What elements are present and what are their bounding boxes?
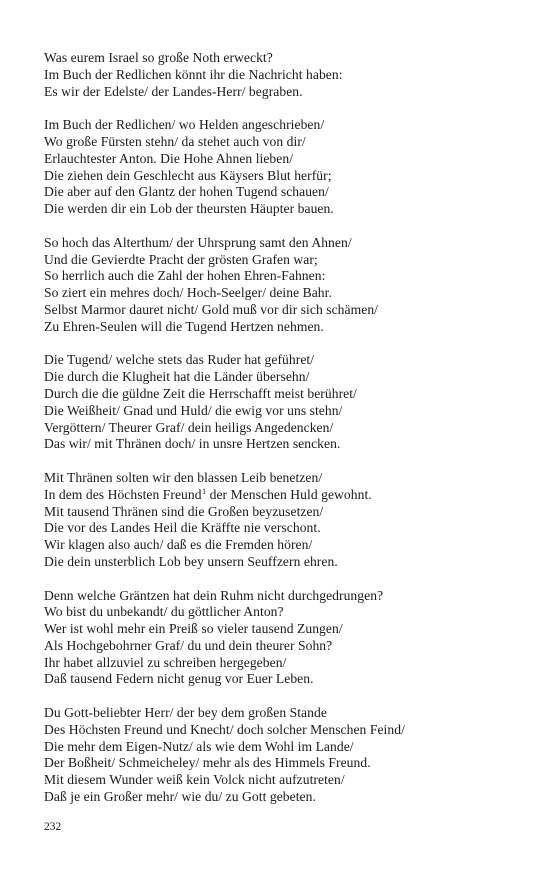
- verse-line: [44, 235, 514, 252]
- verse-line: [44, 319, 514, 336]
- verse-line: [44, 184, 514, 201]
- verse-text: Denn welche Gräntzen hat dein Ruhm nicht durchgedrungen?: [44, 587, 384, 603]
- verse-text: Die werden dir ein Lob der theursten Häupter bauen.: [44, 201, 334, 217]
- poem-body: [44, 50, 514, 823]
- verse-text: Die Tugend/ welche stets das Ruder hat geführet/: [44, 352, 315, 368]
- verse-line: [44, 588, 514, 605]
- verse-text: Wir klagen also auch/ daß es die Fremden hören/: [44, 537, 313, 553]
- verse-line: [44, 739, 514, 756]
- verse-line: [44, 520, 514, 537]
- verse-line: [44, 638, 514, 655]
- verse-line: [44, 252, 514, 269]
- verse-text: Und die Gevierdte Pracht der grösten Grafen war;: [44, 251, 318, 267]
- verse-text: In dem des Höchsten Freund: [44, 486, 202, 502]
- verse-text: Die vor des Landes Heil die Kräffte nie verschont.: [44, 520, 321, 536]
- verse-line: [44, 789, 514, 806]
- verse-line: [44, 470, 514, 487]
- verse-line: [44, 403, 514, 420]
- verse-text: Die ziehen dein Geschlecht aus Käysers Blut herfür;: [44, 167, 332, 183]
- verse-line: [44, 352, 514, 369]
- verse-line: [44, 655, 514, 672]
- verse-text: Des Höchsten Freund und Knecht/ doch solcher Menschen Feind/: [44, 721, 405, 737]
- verse-text: Das wir/ mit Thränen doch/ in unsre Hertzen sencken.: [44, 436, 341, 452]
- stanza: [44, 588, 514, 689]
- verse-line: [44, 302, 514, 319]
- page-number: 232: [44, 821, 62, 833]
- verse-line: [44, 755, 514, 772]
- stanza: [44, 705, 514, 806]
- verse-text: Als Hochgebohrner Graf/ du und dein theurer Sohn?: [44, 637, 333, 653]
- verse-text: Die durch die Klugheit hat die Länder übersehn/: [44, 369, 310, 385]
- verse-line: [44, 285, 514, 302]
- verse-text: Daß je ein Großer mehr/ wie du/ zu Gott gebeten.: [44, 789, 316, 805]
- verse-line: [44, 621, 514, 638]
- verse-line: [44, 201, 514, 218]
- verse-text: Der Boßheit/ Schmeicheley/ mehr als des Himmels Freund.: [44, 755, 371, 771]
- verse-line: [44, 705, 514, 722]
- verse-text: Mit diesem Wunder weiß kein Volck nicht aufzutreten/: [44, 772, 345, 788]
- verse-text: Zu Ehren-Seulen will die Tugend Hertzen nehmen.: [44, 318, 324, 334]
- verse-text: Mit Thränen solten wir den blassen Leib benetzen/: [44, 469, 323, 485]
- verse-text: So herrlich auch die Zahl der hohen Ehren-Fahnen:: [44, 268, 326, 284]
- verse-text: Wer ist wohl mehr ein Preiß so vieler tausend Zungen/: [44, 621, 343, 637]
- verse-text: Die mehr dem Eigen-Nutz/ als wie dem Wohl im Lande/: [44, 738, 354, 754]
- stanza: [44, 470, 514, 571]
- verse-line: [44, 50, 514, 67]
- verse-line: [44, 604, 514, 621]
- stanza: [44, 50, 514, 100]
- verse-text: Es wir der Edelste/ der Landes-Herr/ begraben.: [44, 83, 303, 99]
- verse-text: Selbst Marmor dauret nicht/ Gold muß vor dir sich schämen/: [44, 301, 378, 317]
- verse-text: Im Buch der Redlichen könnt ihr die Nachricht haben:: [44, 66, 343, 82]
- verse-line: [44, 168, 514, 185]
- stanza: [44, 235, 514, 336]
- verse-text: Erlauchtester Anton. Die Hohe Ahnen lieben/: [44, 150, 294, 166]
- verse-line: [44, 554, 514, 571]
- verse-line: [44, 369, 514, 386]
- verse-text: Im Buch der Redlichen/ wo Helden angeschrieben/: [44, 117, 325, 133]
- verse-text: Wo bist du unbekandt/ du göttlicher Anton?: [44, 604, 284, 620]
- verse-line: [44, 436, 514, 453]
- verse-text: Die dein unsterblich Lob bey unsern Seuffzern ehren.: [44, 553, 338, 569]
- verse-text: So ziert ein mehres doch/ Hoch-Seelger/ deine Bahr.: [44, 285, 332, 301]
- verse-line: [44, 504, 514, 521]
- verse-line: [44, 722, 514, 739]
- verse-line: [44, 420, 514, 437]
- verse-text: Mit tausend Thränen sind die Großen beyzusetzen/: [44, 503, 324, 519]
- verse-text: So hoch das Alterthum/ der Uhrsprung samt den Ahnen/: [44, 234, 352, 250]
- verse-line: [44, 671, 514, 688]
- stanza: [44, 117, 514, 218]
- verse-text: Durch die die güldne Zeit die Herrschafft meist berühret/: [44, 385, 357, 401]
- verse-text-continued: der Menschen Huld gewohnt.: [206, 486, 372, 502]
- verse-line: [44, 117, 514, 134]
- verse-text: Daß tausend Federn nicht genug vor Euer Leben.: [44, 671, 314, 687]
- verse-line: [44, 151, 514, 168]
- verse-text: Wo große Fürsten stehn/ da stehet auch von dir/: [44, 133, 306, 149]
- verse-line: [44, 268, 514, 285]
- verse-line: [44, 134, 514, 151]
- verse-line: [44, 537, 514, 554]
- verse-text: Vergöttern/ Theurer Graf/ dein heiligs Angedencken/: [44, 419, 334, 435]
- verse-line: [44, 67, 514, 84]
- verse-line: [44, 84, 514, 101]
- verse-text: Ihr habet allzuviel zu schreiben hergegeben/: [44, 654, 287, 670]
- verse-line: [44, 772, 514, 789]
- verse-line: [44, 487, 514, 504]
- verse-text: Was eurem Israel so große Noth erweckt?: [44, 50, 273, 65]
- verse-text: Du Gott-beliebter Herr/ der bey dem großen Stande: [44, 705, 327, 721]
- verse-text: Die aber auf den Glantz der hohen Tugend schauen/: [44, 184, 329, 200]
- stanza: [44, 352, 514, 453]
- verse-line: [44, 386, 514, 403]
- footnote-marker: 1: [202, 486, 207, 496]
- verse-text: Die Weißheit/ Gnad und Huld/ die ewig vor uns stehn/: [44, 402, 343, 418]
